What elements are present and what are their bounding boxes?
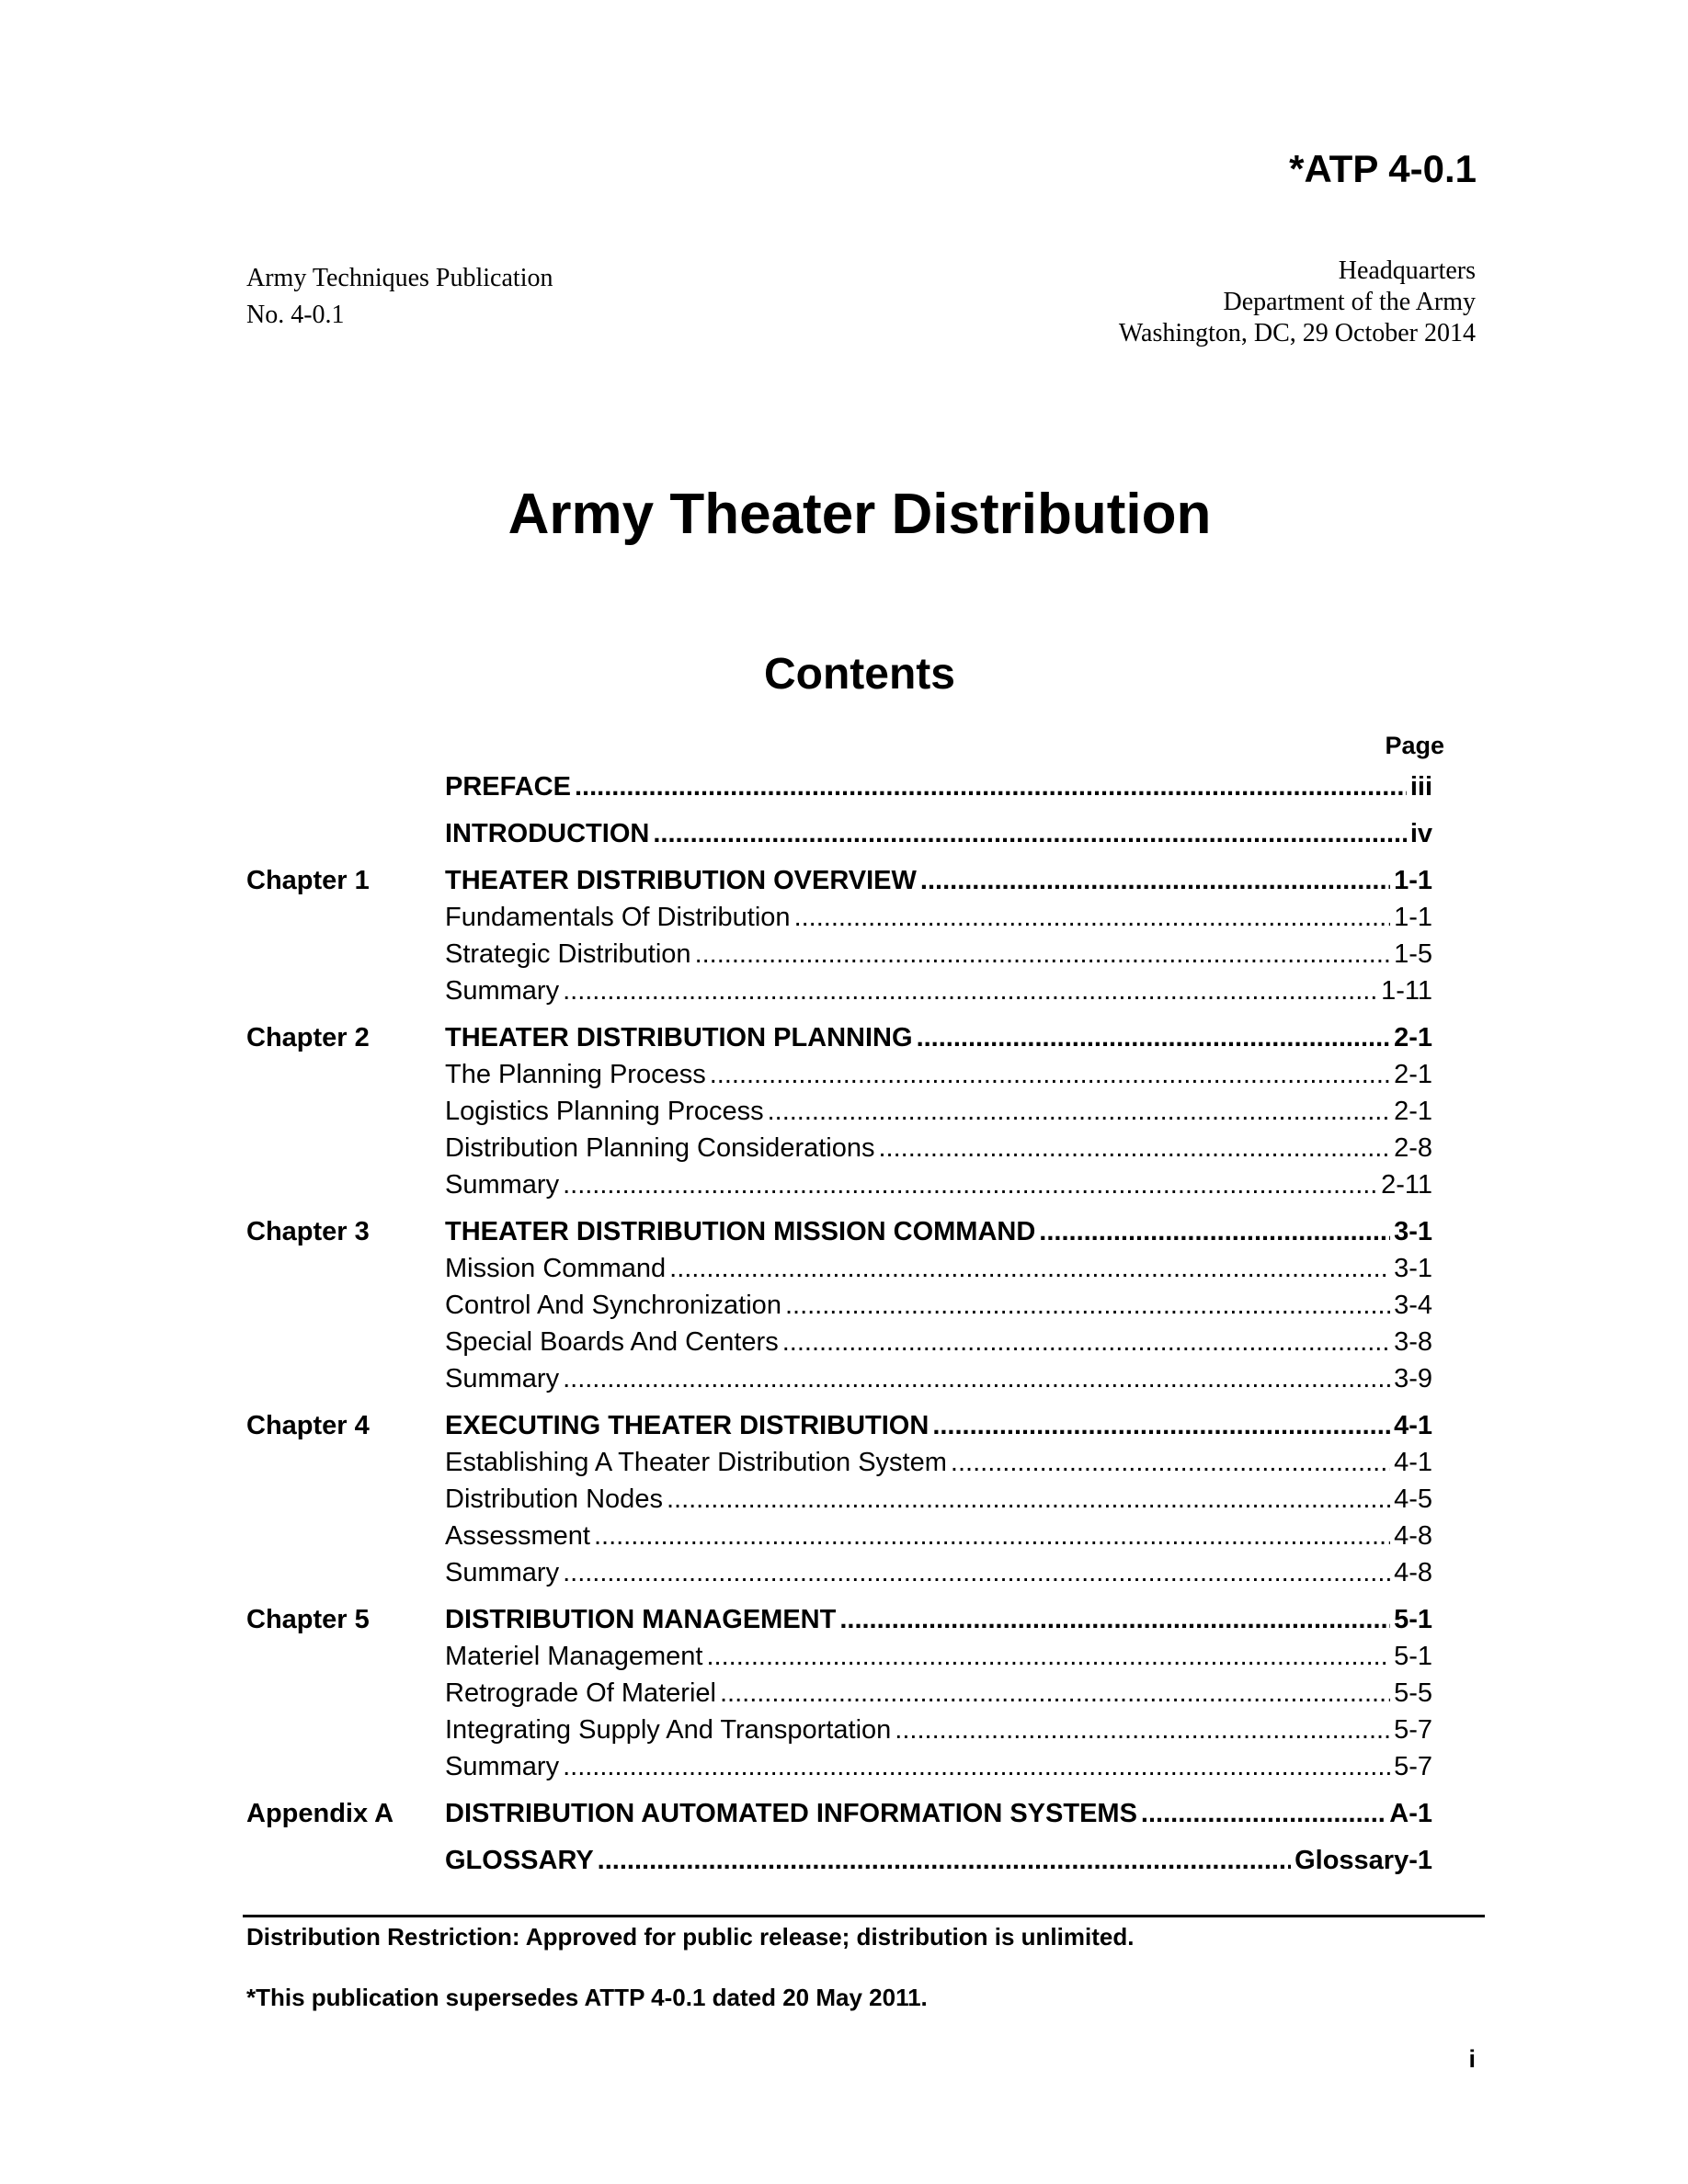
toc-entry-title: Fundamentals Of Distribution bbox=[445, 903, 791, 932]
dot-leader bbox=[1141, 1799, 1386, 1829]
toc-sub-row[interactable] bbox=[246, 976, 1432, 1013]
toc-entry bbox=[445, 1217, 1432, 1247]
toc-entry-page: 4-5 bbox=[1394, 1484, 1432, 1514]
toc-entry bbox=[445, 1327, 1432, 1358]
toc-entry-title: Distribution Planning Considerations bbox=[445, 1133, 875, 1163]
toc-chapter-label: Chapter 3 bbox=[246, 1217, 370, 1246]
toc-main-row[interactable] bbox=[246, 1217, 1432, 1254]
toc-entry-title: Summary bbox=[445, 1364, 560, 1393]
dot-leader bbox=[785, 1291, 1390, 1321]
toc-entry-page: 3-9 bbox=[1394, 1364, 1432, 1393]
toc-main-row[interactable] bbox=[246, 866, 1432, 903]
dot-leader bbox=[695, 939, 1391, 970]
toc-entry-title: Special Boards And Centers bbox=[445, 1327, 779, 1357]
toc-entry-title: EXECUTING THEATER DISTRIBUTION bbox=[445, 1411, 930, 1440]
table-of-contents bbox=[246, 772, 1432, 1893]
dot-leader bbox=[839, 1605, 1390, 1635]
toc-sub-row[interactable] bbox=[246, 1678, 1432, 1715]
page-number: i bbox=[1468, 2045, 1476, 2073]
toc-chapter-label: Chapter 4 bbox=[246, 1411, 370, 1440]
toc-entry-title: Summary bbox=[445, 1558, 560, 1587]
toc-entry-page: 4-8 bbox=[1394, 1521, 1432, 1551]
toc-entry bbox=[445, 1291, 1432, 1321]
toc-section bbox=[246, 819, 1432, 856]
toc-entry-title: THEATER DISTRIBUTION OVERVIEW bbox=[445, 866, 917, 895]
dot-leader bbox=[878, 1133, 1390, 1164]
toc-section bbox=[246, 1411, 1432, 1595]
page-column-header: Page bbox=[1385, 732, 1444, 759]
toc-section bbox=[246, 1799, 1432, 1836]
toc-sub-row[interactable] bbox=[246, 1060, 1432, 1097]
toc-entry-page: 1-5 bbox=[1394, 939, 1432, 969]
toc-entry-page: 3-8 bbox=[1394, 1327, 1432, 1357]
dot-leader bbox=[575, 772, 1407, 802]
toc-sub-row[interactable] bbox=[246, 1484, 1432, 1521]
toc-entry bbox=[445, 1060, 1432, 1090]
toc-entry-page: Glossary-1 bbox=[1295, 1846, 1432, 1875]
dot-leader bbox=[653, 819, 1406, 849]
toc-main-row[interactable] bbox=[246, 1799, 1432, 1836]
toc-entry-page: 1-11 bbox=[1381, 976, 1432, 1006]
document-number: *ATP 4-0.1 bbox=[1289, 147, 1477, 190]
toc-entry-title: Strategic Distribution bbox=[445, 939, 691, 969]
toc-chapter-label: Chapter 5 bbox=[246, 1605, 370, 1634]
toc-entry-title: Control And Synchronization bbox=[445, 1291, 781, 1320]
toc-chapter-label: Chapter 1 bbox=[246, 866, 370, 895]
toc-entry-page: 5-1 bbox=[1394, 1605, 1432, 1634]
toc-entry-page: A-1 bbox=[1389, 1799, 1432, 1828]
toc-entry-title: PREFACE bbox=[445, 772, 571, 802]
toc-main-row[interactable] bbox=[246, 1023, 1432, 1060]
dot-leader bbox=[895, 1715, 1390, 1746]
toc-entry bbox=[445, 1846, 1432, 1876]
publication-number: No. 4-0.1 bbox=[246, 301, 345, 329]
toc-entry bbox=[445, 1642, 1432, 1672]
toc-entry bbox=[445, 1023, 1432, 1053]
issuer-block bbox=[1119, 256, 1476, 349]
toc-entry-page: 3-1 bbox=[1394, 1254, 1432, 1283]
toc-entry-title: GLOSSARY bbox=[445, 1846, 594, 1875]
toc-sub-row[interactable] bbox=[246, 1521, 1432, 1558]
supersedes-note: *This publication supersedes ATTP 4-0.1 dated 20 May 2011. bbox=[246, 1984, 928, 2011]
toc-main-row[interactable] bbox=[246, 819, 1432, 856]
dot-leader bbox=[563, 976, 1377, 1007]
toc-section bbox=[246, 772, 1432, 809]
toc-entry bbox=[445, 1448, 1432, 1478]
dot-leader bbox=[563, 1364, 1390, 1394]
toc-entry-page: iv bbox=[1409, 819, 1432, 848]
toc-chapter-label: Appendix A bbox=[246, 1799, 394, 1828]
toc-sub-row[interactable] bbox=[246, 1448, 1432, 1484]
toc-entry-title: Summary bbox=[445, 976, 560, 1006]
toc-entry bbox=[445, 1254, 1432, 1284]
toc-entry bbox=[445, 772, 1432, 802]
dot-leader bbox=[1039, 1217, 1390, 1247]
toc-entry-page: 4-1 bbox=[1394, 1411, 1432, 1440]
toc-entry-page: 3-4 bbox=[1394, 1291, 1432, 1320]
toc-entry bbox=[445, 819, 1432, 849]
dot-leader bbox=[563, 1170, 1377, 1200]
toc-section bbox=[246, 1605, 1432, 1789]
toc-entry bbox=[445, 1133, 1432, 1164]
toc-entry-page: 2-8 bbox=[1394, 1133, 1432, 1163]
toc-entry bbox=[445, 866, 1432, 896]
toc-sub-row[interactable] bbox=[246, 903, 1432, 939]
toc-entry bbox=[445, 1097, 1432, 1127]
toc-sub-row[interactable] bbox=[246, 1715, 1432, 1752]
toc-entry-title: Mission Command bbox=[445, 1254, 667, 1283]
toc-main-row[interactable] bbox=[246, 1846, 1432, 1883]
publication-type: Army Techniques Publication bbox=[246, 264, 553, 292]
toc-sub-row[interactable] bbox=[246, 1097, 1432, 1133]
toc-entry-title: THEATER DISTRIBUTION MISSION COMMAND bbox=[445, 1217, 1036, 1246]
toc-entry-title: Summary bbox=[445, 1752, 560, 1781]
dot-leader bbox=[794, 903, 1391, 933]
toc-sub-row[interactable] bbox=[246, 1254, 1432, 1291]
dot-leader bbox=[667, 1484, 1390, 1515]
toc-entry bbox=[445, 1715, 1432, 1746]
toc-entry bbox=[445, 939, 1432, 970]
toc-entry-page: 5-7 bbox=[1394, 1752, 1432, 1781]
toc-entry bbox=[445, 1170, 1432, 1200]
toc-entry-title: Materiel Management bbox=[445, 1642, 703, 1671]
toc-sub-row[interactable] bbox=[246, 1752, 1432, 1789]
toc-entry bbox=[445, 1484, 1432, 1515]
place-date-label: Washington, DC, 29 October 2014 bbox=[1118, 319, 1476, 347]
dot-leader bbox=[782, 1327, 1390, 1358]
toc-entry-page: 5-5 bbox=[1394, 1678, 1432, 1708]
toc-sub-row[interactable] bbox=[246, 1364, 1432, 1401]
toc-entry-page: 2-1 bbox=[1394, 1060, 1432, 1089]
toc-entry bbox=[445, 976, 1432, 1007]
toc-entry-title: Summary bbox=[445, 1170, 560, 1200]
toc-sub-row[interactable] bbox=[246, 1327, 1432, 1364]
toc-sub-row[interactable] bbox=[246, 1558, 1432, 1595]
dot-leader bbox=[669, 1254, 1390, 1284]
toc-section bbox=[246, 1023, 1432, 1207]
toc-main-row[interactable] bbox=[246, 1411, 1432, 1448]
toc-entry-page: 4-8 bbox=[1394, 1558, 1432, 1587]
toc-entry-page: iii bbox=[1409, 772, 1432, 802]
toc-entry bbox=[445, 1364, 1432, 1394]
toc-entry bbox=[445, 1521, 1432, 1552]
toc-entry-title: The Planning Process bbox=[445, 1060, 706, 1089]
toc-entry-title: Establishing A Theater Distribution System bbox=[445, 1448, 947, 1477]
toc-entry-title: Logistics Planning Process bbox=[445, 1097, 764, 1126]
toc-entry-page: 4-1 bbox=[1394, 1448, 1432, 1477]
dot-leader bbox=[720, 1678, 1390, 1709]
contents-heading: Contents bbox=[764, 650, 955, 699]
dot-leader bbox=[598, 1846, 1291, 1876]
dot-leader bbox=[594, 1521, 1390, 1552]
toc-entry-page: 2-1 bbox=[1394, 1023, 1432, 1052]
toc-entry-title: Distribution Nodes bbox=[445, 1484, 663, 1514]
toc-entry-title: THEATER DISTRIBUTION PLANNING bbox=[445, 1023, 913, 1052]
dot-leader bbox=[951, 1448, 1390, 1478]
toc-section bbox=[246, 1217, 1432, 1401]
toc-chapter-label: Chapter 2 bbox=[246, 1023, 370, 1052]
toc-entry-page: 2-1 bbox=[1394, 1097, 1432, 1126]
toc-entry-title: Assessment bbox=[445, 1521, 590, 1551]
toc-entry-page: 5-1 bbox=[1394, 1642, 1432, 1671]
dot-leader bbox=[710, 1060, 1390, 1090]
toc-entry-page: 1-1 bbox=[1394, 903, 1432, 932]
toc-entry-page: 1-1 bbox=[1394, 866, 1432, 895]
toc-entry bbox=[445, 903, 1432, 933]
toc-entry bbox=[445, 1752, 1432, 1782]
distribution-restriction: Distribution Restriction: Approved for public release; distribution is unlimited. bbox=[246, 1923, 1135, 1951]
toc-sub-row[interactable] bbox=[246, 1291, 1432, 1327]
divider bbox=[243, 1915, 1485, 1917]
dot-leader bbox=[917, 1023, 1391, 1053]
dot-leader bbox=[932, 1411, 1390, 1441]
toc-main-row[interactable] bbox=[246, 772, 1432, 809]
toc-section bbox=[246, 1846, 1432, 1883]
toc-entry-title: Retrograde Of Materiel bbox=[445, 1678, 716, 1708]
toc-entry bbox=[445, 1678, 1432, 1709]
page-title: Army Theater Distribution bbox=[508, 483, 1212, 546]
toc-entry bbox=[445, 1799, 1432, 1829]
toc-entry-page: 5-7 bbox=[1394, 1715, 1432, 1745]
dot-leader bbox=[706, 1642, 1390, 1672]
toc-entry-title: INTRODUCTION bbox=[445, 819, 650, 848]
publication-block bbox=[246, 260, 553, 334]
toc-entry-title: DISTRIBUTION MANAGEMENT bbox=[445, 1605, 837, 1634]
dot-leader bbox=[768, 1097, 1391, 1127]
dot-leader bbox=[563, 1558, 1390, 1588]
toc-entry bbox=[445, 1558, 1432, 1588]
toc-entry bbox=[445, 1605, 1432, 1635]
toc-entry-title: DISTRIBUTION AUTOMATED INFORMATION SYSTEMS bbox=[445, 1799, 1137, 1828]
headquarters-label: Headquarters bbox=[1338, 256, 1476, 285]
toc-entry bbox=[445, 1411, 1432, 1441]
toc-entry-page: 2-11 bbox=[1381, 1170, 1432, 1200]
department-label: Department of the Army bbox=[1223, 288, 1476, 316]
toc-sub-row[interactable] bbox=[246, 939, 1432, 976]
toc-sub-row[interactable] bbox=[246, 1642, 1432, 1678]
toc-section bbox=[246, 866, 1432, 1013]
toc-entry-page: 3-1 bbox=[1394, 1217, 1432, 1246]
dot-leader bbox=[563, 1752, 1390, 1782]
toc-main-row[interactable] bbox=[246, 1605, 1432, 1642]
toc-sub-row[interactable] bbox=[246, 1133, 1432, 1170]
toc-sub-row[interactable] bbox=[246, 1170, 1432, 1207]
toc-entry-title: Integrating Supply And Transportation bbox=[445, 1715, 892, 1745]
dot-leader bbox=[920, 866, 1390, 896]
